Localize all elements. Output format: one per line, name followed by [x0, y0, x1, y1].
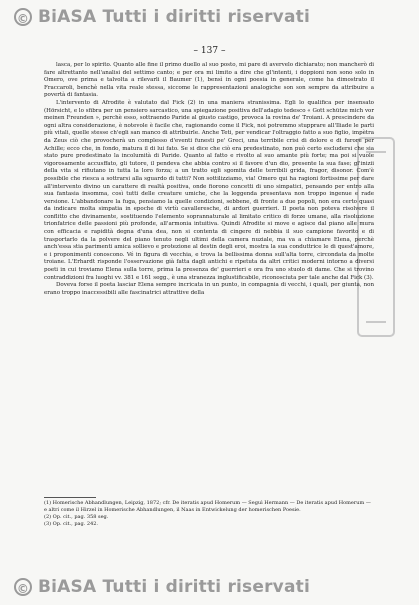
paragraph: L'intervento di Afrodite è valutato dal Fick (2) in una maniera stranissima. Egli lo qualifica per insensato (Hörsicht, e lo sfibra per un pensiero sarcastico, una spiegazione positiva dell'adagio tedesco « Gott schütze mich vor meinen Freunden », perchè esso, sottraendo Paride al giusto castigo, provoca la rovina de' Troiani. A prescindere da ogni altra considerazione, è notevole è facile che, ragionando come il Fick, noi potremmo stupprare all'Iliade le parti più vitali, quelle stesse ch'egli san manco di attribuirle. Anche Teti, per vendicar l'oltraggio fatto a suo figlio, impètra da Zeus ciò che provocherà un complesso d'eventi funesti pe' Greci, una terribile crisi di dolore e di furore per Achille; ecco che, in fondo, matura il di lui fato. Se si dice che ciò era predestinato, non può certo escludersi che sia stato pure predestinato la incolumità di Paride. Quanto al fatto e rivolto al suo amante più forte; ma poi si vuole vigorosamente accusffato, gli tutore, il pendeva che abbia contro si il favore d'un dio, presente la sua fase; gl'inizii della vita si rifiutano in tutta la loro forza; a un tratto egli sgomita delle terribili grida, fragor, disonor. Com'è possibile che riesca a sottrarsi alla sguardo di tutti? Non sottilizziamo, via! Omero qui ha ragioni fortissime per dare all'intervento divino un carattere di realtà positiva, onde fiorono concetti di uno simpatici, pensando per entro alla sua fantasia insomma, così tutti delle creature umiche, che la leggenda presentava non troppo ingenue e rade versione. L'abbandonare la fuga, pensiamo la quelle condizioni, sebbene, di fronte a due popoli, non era certo quasi da indicare molta simpatia in epoche di virtù cavalleresche, di ardori guerrieri. Il poeta non poteva risolvere il conflitto che divinamente, sostituendo l'elemento soprannaturale al limitato critico di forze umane, alla risoluzione trionfatrice delle passioni più profonde, all'armonia intuitiva. Quindi Afrodite si move e agisce dal piano alle mura con efficacia e rapidità degna d'una dea, non si contenta di cingere di nebbia il suo campione favorito e di trasportarlo da la polvere del piano tenuto negli ultimi della camera nuziale, ma va a chiamare Elena, perchè anch'essa stia parimenti amica sollievo e protezione al destin degli eroi, mostra la sua conduttrice le di quest'amore, e i proponimenti conoscono. Vé in figura di vecchia, e trova la bellissima donna sull'alta torre, circondata da molte troiane. L'Erhardt risponde l'osservazione già fatta dagli antichi e ripetuta da altri critici moderni intorno a diversi poeti in cui troviamo Elena sulla torre, prima la presenza de' guerrieri e ora fra uno stuolo di dame. Che si trovino contraddizioni fra luoghi vv. 381 e 161 segg., è una stranezza inglustificabile, riconosciuta per tale anche dal Fick (3).	[44, 99, 374, 281]
page-number: – 137 –	[193, 46, 226, 56]
footnote: (3) Op. cit., pag. 242.	[44, 521, 99, 527]
footnote-divider	[44, 497, 96, 498]
paragraph: lasca, per lo spirito. Quanto alle fine il primo duello al suo posto, mi pare di avervelo dichiarato; non mancherò di fare altrettanto nell'analisi del settimo canto; e per ora mi limito a dire che gl'intenti, i doppioni non sono solo in Omero, ove prima e talvolta a rilevarli il Baumer (1), bensì in ogni poesia in generale, come ha dimostrato il Fraccaroli, benchè nella vita reale stessa, siccome le rappresentazioni analogiche son son sempre da attribuire a povertà di fantasia.	[44, 62, 374, 99]
copyright-icon: ©	[14, 8, 32, 26]
footnote: (2) Op. cit., pag. 358 seg.	[44, 514, 109, 520]
copyright-icon: ©	[14, 578, 32, 596]
watermark-text: BiASA Tutti i diritti riservati	[38, 7, 310, 27]
footnote: (1) Homerische Abhandlungen, Leipzig, 1872; cfr. De iteratis apud Homerum — Seguì Hermann — De iteratis apud Homerum — e altri come il Hirzel in Homerische Abhandlungen, il Naas in Entwickelung der homerischen Poesie.	[44, 500, 371, 513]
footnotes	[44, 500, 374, 528]
body-text	[44, 62, 374, 297]
watermark-top	[0, 4, 419, 30]
paragraph: Doveva forse il poeta lasciar Elena sempre incricata in un punto, in compagnia di vecchi, i quali, per giunta, non erano troppo inaccessibili alle fascinatrici attrattive della	[44, 282, 374, 296]
watermark-bottom	[0, 574, 419, 600]
watermark-text: BiASA Tutti i diritti riservati	[38, 577, 310, 597]
